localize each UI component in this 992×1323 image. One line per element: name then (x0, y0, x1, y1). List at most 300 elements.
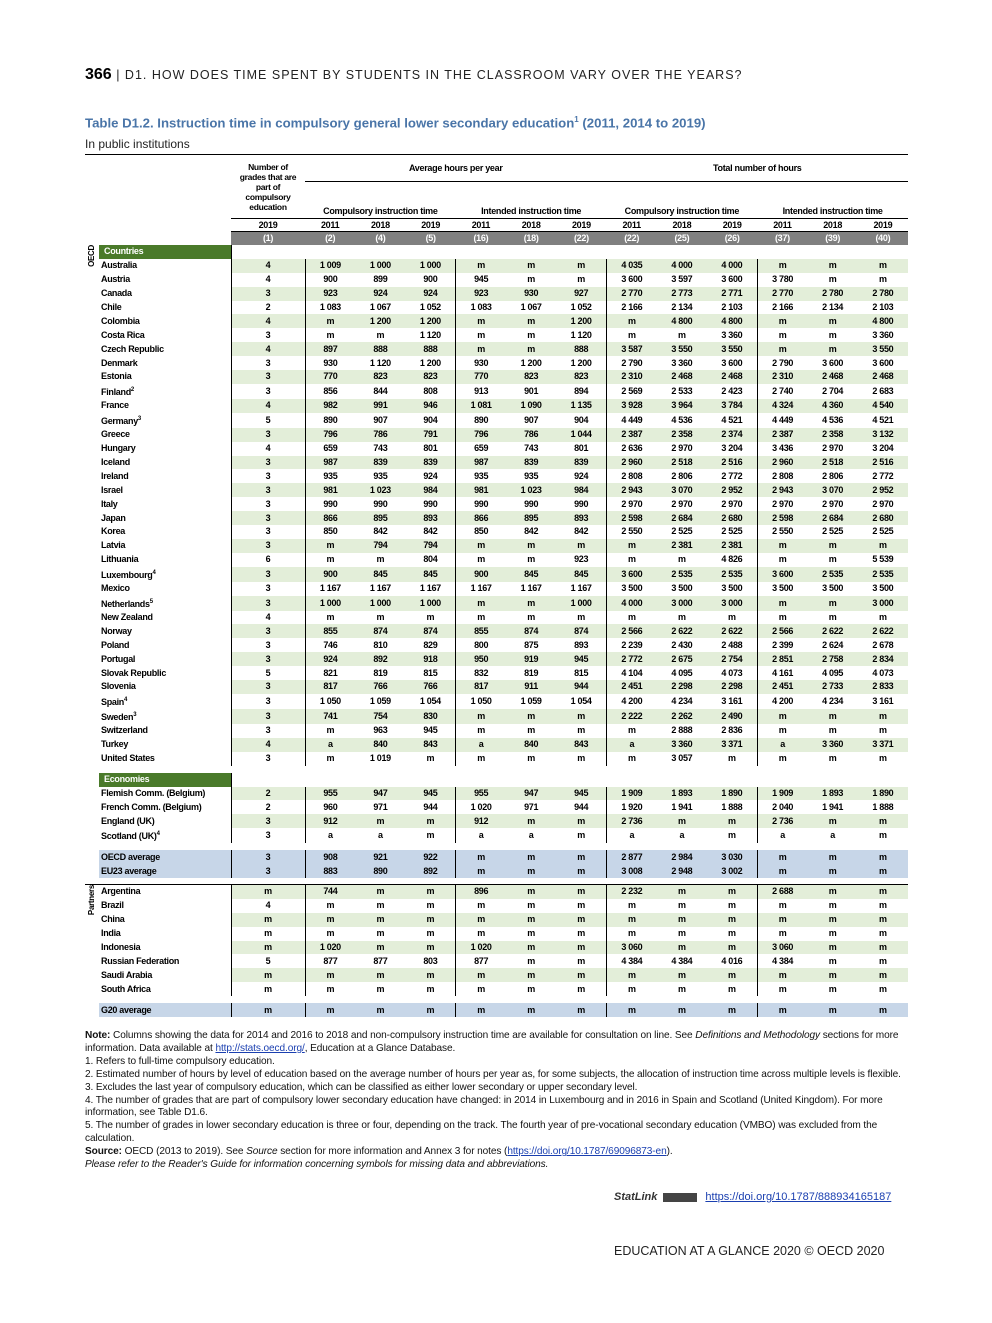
row-name: Iceland (101, 457, 130, 468)
table-row (85, 624, 908, 638)
note-text-1: Columns showing the data for 2014 and 2016 to 2018 and non-compulsory instruction time are available for consultation on line. See (113, 1030, 693, 1041)
table-cell: m (426, 928, 435, 939)
table-cell: m (858, 539, 908, 553)
table-cell: 4 540 (858, 399, 908, 413)
table-cell: 2 736 (607, 814, 657, 828)
table-cell: 766 (355, 680, 405, 694)
table-cell: 1 054 (570, 695, 592, 706)
table-cell: 3 (231, 497, 305, 511)
row-name: Luxembourg (101, 569, 153, 580)
table-cell: 2 488 (721, 639, 743, 650)
table-cell: 2 622 (858, 624, 908, 638)
table-cell: 819 (373, 667, 388, 678)
table-cell: 930 (456, 356, 506, 370)
table-cell: 1 200 (556, 314, 606, 328)
table-cell: 4 200 (757, 694, 807, 709)
table-cell: 3 (231, 638, 305, 652)
table-cell: 2 678 (872, 639, 894, 650)
row-name: South Africa (101, 983, 151, 994)
table-cell: 971 (524, 801, 539, 812)
table-cell: m (556, 941, 606, 955)
column-number: (22) (607, 232, 657, 246)
table-cell: 2 790 (607, 356, 657, 370)
table-cell: m (808, 913, 858, 927)
note-italic: Definitions and Methodology (695, 1030, 820, 1041)
table-cell: 3 (231, 828, 305, 843)
table-cell: m (406, 941, 456, 955)
table-cell: m (305, 553, 355, 567)
table-cell: 850 (305, 525, 355, 539)
table-cell: m (577, 725, 585, 736)
column-number: (26) (707, 232, 757, 246)
table-cell: m (506, 259, 556, 273)
table-cell: 3 057 (671, 753, 693, 764)
table-cell: 907 (373, 414, 388, 425)
table-cell: m (305, 968, 355, 982)
table-cell: 1 000 (406, 596, 456, 611)
row-label (99, 1003, 231, 1017)
table-cell: 3 (231, 864, 305, 878)
table-cell: m (527, 274, 535, 285)
table-cell: 894 (574, 385, 589, 396)
table-cell: 4 449 (757, 413, 807, 428)
row-name: Sweden (101, 711, 134, 722)
average-row (85, 864, 908, 878)
table-row (85, 828, 908, 843)
column-number: (40) (858, 232, 908, 246)
table-cell: m (355, 1003, 405, 1017)
row-label (99, 624, 231, 638)
table-cell: m (406, 884, 456, 898)
table-cell: 832 (456, 666, 506, 680)
row-name: Japan (101, 512, 126, 523)
table-row (85, 787, 908, 801)
table-cell: 845 (355, 567, 405, 582)
row-label (99, 611, 231, 625)
annex-doi-link[interactable]: https://doi.org/10.1787/69096873-en (507, 1146, 667, 1158)
source-italic: Source (246, 1146, 278, 1158)
table-cell: 944 (556, 680, 606, 694)
table-cell: 4 (231, 899, 305, 913)
table-cell: 901 (524, 385, 539, 396)
table-row (85, 941, 908, 955)
table-cell: m (426, 900, 435, 911)
table-row (85, 511, 908, 525)
table-cell: 3 030 (707, 850, 757, 864)
table-cell: 4 095 (822, 667, 844, 678)
table-cell: 770 (305, 370, 355, 384)
table-cell: 890 (305, 413, 355, 428)
table-cell: m (506, 884, 556, 898)
table-cell: m (879, 830, 887, 841)
table-cell: 3 (231, 850, 305, 864)
table-cell: 5 (231, 954, 305, 968)
page-header (85, 66, 743, 84)
page-number: 366 (85, 66, 112, 83)
table-cell: 1 200 (520, 357, 542, 368)
table-row (85, 724, 908, 738)
table-cell: m (456, 1003, 506, 1017)
table-cell: 2 622 (707, 624, 757, 638)
table-cell: 990 (423, 498, 438, 509)
table-row (85, 259, 908, 273)
side-empty (85, 1003, 99, 1017)
table-cell: 1 054 (419, 695, 441, 706)
table-cell: m (678, 983, 686, 994)
table-cell: m (858, 259, 908, 273)
table-cell: m (376, 329, 385, 340)
table-cell: 840 (506, 738, 556, 752)
table-cell: 912 (305, 814, 355, 828)
table-cell: 984 (406, 483, 456, 497)
table-cell: 2 310 (757, 370, 807, 384)
table-cell: m (828, 955, 837, 966)
table-cell: 4 (231, 442, 305, 456)
table-cell: 803 (423, 955, 438, 966)
year-header: 2019 (556, 219, 606, 232)
table-cell: 3 (231, 582, 305, 596)
table-cell: 1 000 (355, 596, 405, 611)
table-cell: 3 600 (607, 567, 657, 582)
table-cell: 2 518 (808, 456, 858, 470)
table-cell: 839 (355, 456, 405, 470)
table-cell: m (728, 983, 736, 994)
row-name: Russian Federation (101, 955, 180, 966)
table-cell: 895 (506, 511, 556, 525)
column-number: (2) (305, 232, 355, 246)
table-cell: m (456, 864, 506, 878)
row-label (99, 709, 231, 724)
table-cell: m (879, 928, 887, 939)
table-cell: 947 (506, 787, 556, 801)
table-cell: m (456, 259, 506, 273)
row-label (99, 680, 231, 694)
table-cell: 2 451 (757, 680, 807, 694)
statlink (614, 1191, 891, 1203)
table-cell: 919 (506, 652, 556, 666)
table-cell: 3 500 (757, 582, 807, 596)
table-cell: m (728, 900, 736, 911)
table-cell: m (858, 709, 908, 724)
year-header: 2011 (757, 219, 807, 232)
row-label (99, 666, 231, 680)
table-cell: m (231, 968, 305, 982)
table-cell: 3 002 (707, 864, 757, 878)
table-cell: a (456, 738, 506, 752)
table-cell: 2 381 (707, 539, 757, 553)
table-cell: 3 500 (671, 583, 693, 594)
table-cell: m (506, 864, 556, 878)
table-cell: m (757, 724, 807, 738)
table-cell: 842 (423, 526, 438, 537)
table-cell: m (828, 900, 837, 911)
row-label (99, 483, 231, 497)
table-row (85, 899, 908, 913)
table-cell: m (556, 1003, 606, 1017)
table-cell: m (728, 612, 736, 623)
table-cell: 1 200 (419, 357, 441, 368)
table-cell: m (527, 612, 535, 623)
table-cell: m (707, 913, 757, 927)
table-cell: m (657, 941, 707, 955)
table-cell: m (828, 554, 837, 565)
table-row (85, 525, 908, 539)
table-cell: m (828, 329, 837, 340)
table-cell: m (828, 983, 837, 994)
table-cell: 1 890 (707, 787, 757, 801)
table-cell: m (757, 259, 807, 273)
table-cell: 786 (506, 428, 556, 442)
table-cell: m (858, 913, 908, 927)
table-cell: 3 500 (721, 583, 743, 594)
table-cell: 947 (355, 787, 405, 801)
table-cell: m (607, 1003, 657, 1017)
table-cell: 2 451 (607, 680, 657, 694)
column-number: (22) (556, 232, 606, 246)
row-name: EU23 average (101, 865, 157, 876)
table-cell: m (858, 864, 908, 878)
table-cell: 945 (456, 273, 506, 287)
table-cell: 801 (423, 443, 438, 454)
table-cell: 1 067 (520, 302, 542, 312)
table-cell: 843 (406, 738, 456, 752)
header-grades: Number of grades that are part of compulsory education (231, 155, 305, 219)
table-cell: 2 525 (721, 526, 743, 537)
table-cell: 877 (373, 955, 388, 966)
table-cell: 1 120 (369, 357, 391, 368)
table-cell: 982 (305, 399, 355, 413)
table-cell: 3 600 (721, 274, 743, 285)
table-cell: m (808, 709, 858, 724)
table-cell: m (231, 941, 305, 955)
source-text-2: section for more information and Annex 3 for notes ( (280, 1146, 508, 1158)
table-row (85, 752, 908, 766)
table-cell: 935 (524, 470, 539, 481)
table-cell: 2 984 (657, 850, 707, 864)
statlink-url[interactable]: https://doi.org/10.1787/888934165187 (705, 1191, 892, 1203)
table-cell: m (879, 753, 887, 764)
table-cell: 990 (373, 498, 388, 509)
table-cell: m (808, 342, 858, 356)
table-cell: m (607, 724, 657, 738)
table-cell: 945 (406, 787, 456, 801)
column-number: (1) (231, 232, 305, 246)
year-header: 2019 (406, 219, 456, 232)
table-cell: 829 (423, 639, 438, 650)
table-cell: m (728, 928, 736, 939)
table-cell: m (577, 900, 585, 911)
table-cell: m (376, 612, 385, 623)
table-cell: 2 970 (822, 498, 844, 509)
table-cell: 4 035 (607, 259, 657, 273)
row-name: Italy (101, 498, 118, 509)
table-cell: 3 (231, 287, 305, 301)
table-cell: 3 (231, 456, 305, 470)
table-cell: 2 683 (872, 385, 894, 396)
table-cell: 1 044 (556, 428, 606, 442)
average-row (85, 1003, 908, 1017)
table-cell: 990 (305, 497, 355, 511)
table-cell: 3 964 (657, 399, 707, 413)
table-cell: a (830, 830, 835, 841)
table-cell: 2 468 (707, 370, 757, 384)
table-cell: 2 622 (808, 624, 858, 638)
table-cell: 950 (456, 652, 506, 666)
table-cell: 3 587 (607, 342, 657, 356)
table-row (85, 567, 908, 582)
row-name: Greece (101, 429, 130, 440)
table-cell: m (456, 752, 506, 766)
table-cell: 3 550 (657, 342, 707, 356)
row-name: Latvia (101, 540, 126, 551)
table-cell: 819 (524, 667, 539, 678)
table-cell: 2 770 (607, 287, 657, 301)
table-cell: m (828, 928, 837, 939)
table-cell: m (808, 259, 858, 273)
table-cell: 843 (556, 738, 606, 752)
table-cell: 786 (355, 428, 405, 442)
table-cell: 1 009 (305, 259, 355, 273)
table-cell: 3 (231, 539, 305, 553)
table-cell: 2 310 (607, 370, 657, 384)
table-cell: 908 (305, 850, 355, 864)
row-label (99, 850, 231, 864)
table-cell: m (456, 899, 506, 913)
table-cell: m (607, 982, 657, 996)
table-cell: 955 (305, 787, 355, 801)
table-cell: 4 (231, 738, 305, 752)
table-cell: 1 200 (406, 314, 456, 328)
table-cell: 3 500 (607, 582, 657, 596)
table-cell: 4 073 (872, 667, 894, 678)
average-row (85, 850, 908, 864)
footnote-2: 2. Estimated number of hours by level of education based on the average number of hours per year as, for some subjects, the allocation of instruction time across multiple levels is flexible. (85, 1068, 901, 1080)
table-cell: 2 622 (657, 624, 707, 638)
table-cell: 2 943 (757, 483, 807, 497)
table-cell: 4 016 (721, 955, 743, 966)
row-name: Denmark (101, 357, 138, 368)
table-cell: 3 500 (872, 583, 894, 594)
table-cell: 2 232 (607, 884, 657, 898)
table-cell: 2 952 (707, 483, 757, 497)
row-label (99, 582, 231, 596)
row-name: Austria (101, 274, 130, 285)
table-cell: 4 800 (657, 314, 707, 328)
table-cell: 2 516 (858, 456, 908, 470)
table-cell: m (607, 968, 657, 982)
table-cell: 3 204 (872, 443, 894, 454)
table-cell: 823 (556, 370, 606, 384)
table-cell: 3 (231, 694, 305, 709)
table-cell: 2 239 (607, 638, 657, 652)
table-row (85, 483, 908, 497)
table-cell: 3 (231, 370, 305, 384)
row-label (99, 941, 231, 955)
table-cell: 1 081 (456, 399, 506, 413)
table-row (85, 982, 908, 996)
stats-oecd-link[interactable]: http://stats.oecd.org/ (215, 1042, 305, 1054)
table-cell: 893 (406, 511, 456, 525)
row-label (99, 328, 231, 342)
table-cell: a (679, 830, 685, 841)
readers-guide-text: Please refer to the Reader's Guide for information concerning symbols for missing data and abbreviations. (85, 1159, 549, 1171)
table-cell: 2 381 (657, 539, 707, 553)
table-cell: 990 (574, 498, 589, 509)
table-cell: 893 (574, 639, 589, 650)
column-number: (37) (757, 232, 807, 246)
table-row (85, 680, 908, 694)
statlink-label: StatLink (614, 1191, 658, 1203)
table-cell: 911 (506, 680, 556, 694)
spacer-cell (85, 996, 908, 1003)
row-name: Colombia (101, 315, 140, 326)
table-cell: m (828, 753, 837, 764)
table-cell: m (556, 913, 606, 927)
table-cell: 659 (305, 442, 355, 456)
year-header: 2011 (456, 219, 506, 232)
table-cell: m (757, 927, 807, 941)
table-cell: 2 533 (671, 385, 693, 396)
table-cell: m (406, 1003, 456, 1017)
table-cell: m (678, 554, 686, 565)
table-cell: 900 (423, 274, 438, 285)
table-cell: 770 (456, 370, 506, 384)
table-cell: m (456, 596, 506, 611)
table-row (85, 314, 908, 328)
table-row (85, 497, 908, 511)
table-cell: m (376, 900, 385, 911)
table-cell: 766 (406, 680, 456, 694)
table-cell: 874 (506, 624, 556, 638)
source-text-3: ). (666, 1146, 673, 1158)
table-row (85, 442, 908, 456)
table-cell: a (305, 738, 355, 752)
table-cell: 2 134 (822, 302, 844, 312)
table-cell: 3 (231, 356, 305, 370)
table-cell: 2 468 (808, 370, 858, 384)
table-cell: 1 167 (369, 583, 391, 594)
year-header: 2019 (231, 219, 305, 232)
table-cell: 2 740 (757, 384, 807, 399)
table-row (85, 968, 908, 982)
row-label (99, 724, 231, 738)
column-number: (39) (808, 232, 858, 246)
table-cell: m (426, 753, 435, 764)
table-row (85, 596, 908, 611)
table-cell: 2 770 (757, 287, 807, 301)
table-cell: m (527, 725, 535, 736)
table-cell: m (456, 539, 506, 553)
table-cell: 2 134 (671, 302, 693, 312)
source-line (85, 1146, 908, 1159)
table-cell: m (757, 539, 807, 553)
table-cell: 2 399 (757, 638, 807, 652)
table-cell: 3 600 (607, 273, 657, 287)
row-name: China (101, 914, 125, 925)
row-name: Mexico (101, 583, 130, 594)
table-cell: m (828, 725, 837, 736)
table-cell: 3 600 (757, 567, 807, 582)
table-cell: m (808, 864, 858, 878)
table-cell: m (556, 539, 606, 553)
table-cell: 3 360 (808, 738, 858, 752)
table-cell: 3 (231, 428, 305, 442)
table-cell: 866 (456, 511, 506, 525)
row-name: Finland (101, 386, 131, 397)
table-cell: m (456, 982, 506, 996)
table-cell: 981 (305, 483, 355, 497)
table-cell: 3 436 (757, 442, 807, 456)
